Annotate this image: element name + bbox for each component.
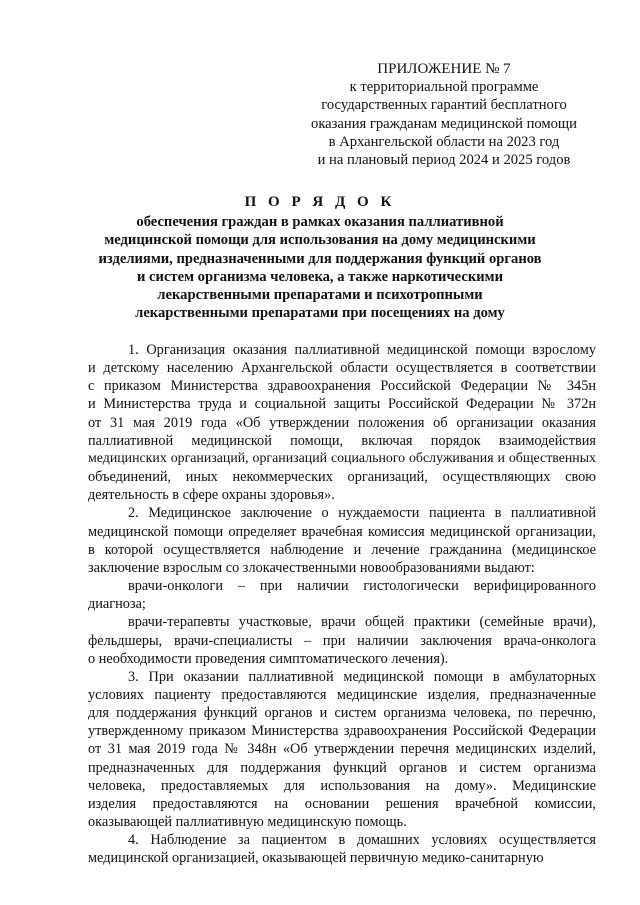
paragraph-line: врачи-терапевты участковые, врачи общей практики (семейные врачи),: [128, 614, 596, 631]
appendix-line: государственных гарантий бесплатного: [321, 97, 567, 114]
paragraph-line: паллиативной медицинской помощи, включая порядок взаимодействия: [88, 432, 596, 449]
paragraph-line: от 31 мая 2019 года «Об утверждении положения об организации оказания: [88, 414, 596, 431]
paragraph-line: 4. Наблюдение за пациентом в домашних условиях осуществляется: [128, 832, 596, 849]
paragraph: [88, 341, 596, 504]
document-title: П О Р Я Д О К: [244, 194, 396, 210]
document-subtitle-line: лекарственными препаратами и психотропными: [157, 287, 483, 304]
paragraph-line: 3. При оказании паллиативной медицинской помощи в амбулаторных: [128, 668, 596, 685]
paragraph: [88, 668, 596, 831]
paragraph-line: с приказом Министерства здравоохранения Российской Федерации № 345н: [88, 378, 596, 395]
paragraph-line: предназначенных для поддержания функций органов и систем организма: [88, 759, 596, 776]
paragraph-line: объединений, иных некоммерческих организаций, осуществляющих свою: [88, 469, 596, 486]
paragraph-line: в которой осуществляется наблюдение и лечение гражданина (медицинское: [88, 541, 596, 558]
paragraph-line: о необходимости проведения симптоматического лечения).: [88, 650, 449, 667]
appendix-line: оказания гражданам медицинской помощи: [311, 115, 577, 132]
paragraph-line: врачи-онкологи – при наличии гистологически верифицированного: [128, 578, 596, 595]
paragraph-line: и Министерства труда и социальной защиты Российской Федерации № 372н: [88, 396, 596, 413]
document-subtitle-line: лекарственными препаратами при посещениях на дому: [135, 305, 505, 322]
paragraph-line: изделия предоставляются на основании решения врачебной комиссии,: [88, 795, 596, 812]
paragraph-line: диагноза;: [88, 596, 146, 613]
appendix-header: [294, 60, 594, 169]
document-heading: [60, 193, 580, 322]
paragraph: [88, 577, 596, 613]
document-subtitle-line: медицинской помощи для использования на дому медицинскими: [104, 232, 536, 249]
paragraph-line: заключение взрослым со злокачественными новообразованиями выдают:: [88, 559, 535, 576]
paragraph: [88, 831, 596, 867]
paragraph-line: медицинской организацией, оказывающей первичную медико-санитарную: [88, 850, 544, 867]
paragraph-line: 2. Медицинское заключение о нуждаемости пациента в паллиативной: [128, 505, 596, 522]
appendix-line: в Архангельской области на 2023 год: [328, 133, 560, 150]
document-subtitle-line: обеспечения граждан в рамках оказания паллиативной: [136, 214, 504, 231]
paragraph-line: для поддержания функций органов и систем организма человека, по перечню,: [88, 705, 596, 722]
paragraph-line: фельдшеры, врачи-специалисты – при наличии заключения врача-онколога: [88, 632, 596, 649]
paragraph-line: деятельность в сфере охраны здоровья».: [88, 487, 335, 504]
appendix-line: к территориальной программе: [349, 79, 539, 96]
paragraph-line: медицинской помощи определяет врачебная комиссия медицинской организации,: [88, 523, 596, 540]
document-subtitle-line: и систем организма человека, а также наркотическими: [137, 268, 503, 285]
paragraph: [88, 504, 596, 577]
paragraph-line: утвержденному приказом Министерства здравоохранения Российской Федерации: [88, 723, 596, 740]
paragraph-line: и детскому населению Архангельской области осуществляется в соответствии: [88, 360, 596, 377]
appendix-line: и на плановый период 2024 и 2025 годов: [317, 152, 571, 169]
paragraph-line: медицинских организаций, организаций социального обслуживания и общественных: [88, 450, 596, 466]
paragraph-line: 1. Организация оказания паллиативной медицинской помощи взрослому: [128, 342, 596, 358]
document-body: [88, 341, 596, 868]
appendix-title: ПРИЛОЖЕНИЕ № 7: [377, 61, 511, 77]
paragraph-line: человека, предоставляемых для использования на дому». Медицинские: [88, 777, 596, 794]
document-subtitle-line: изделиями, предназначенными для поддержания функций органов: [98, 250, 542, 267]
paragraph-line: от 31 мая 2019 года № 348н «Об утверждении перечня медицинских изделий,: [88, 741, 596, 758]
paragraph-line: условиях пациенту предоставляются медицинские изделия, предназначенные: [88, 686, 596, 703]
paragraph-line: оказывающей паллиативную медицинскую помощь.: [88, 814, 407, 831]
paragraph: [88, 613, 596, 667]
